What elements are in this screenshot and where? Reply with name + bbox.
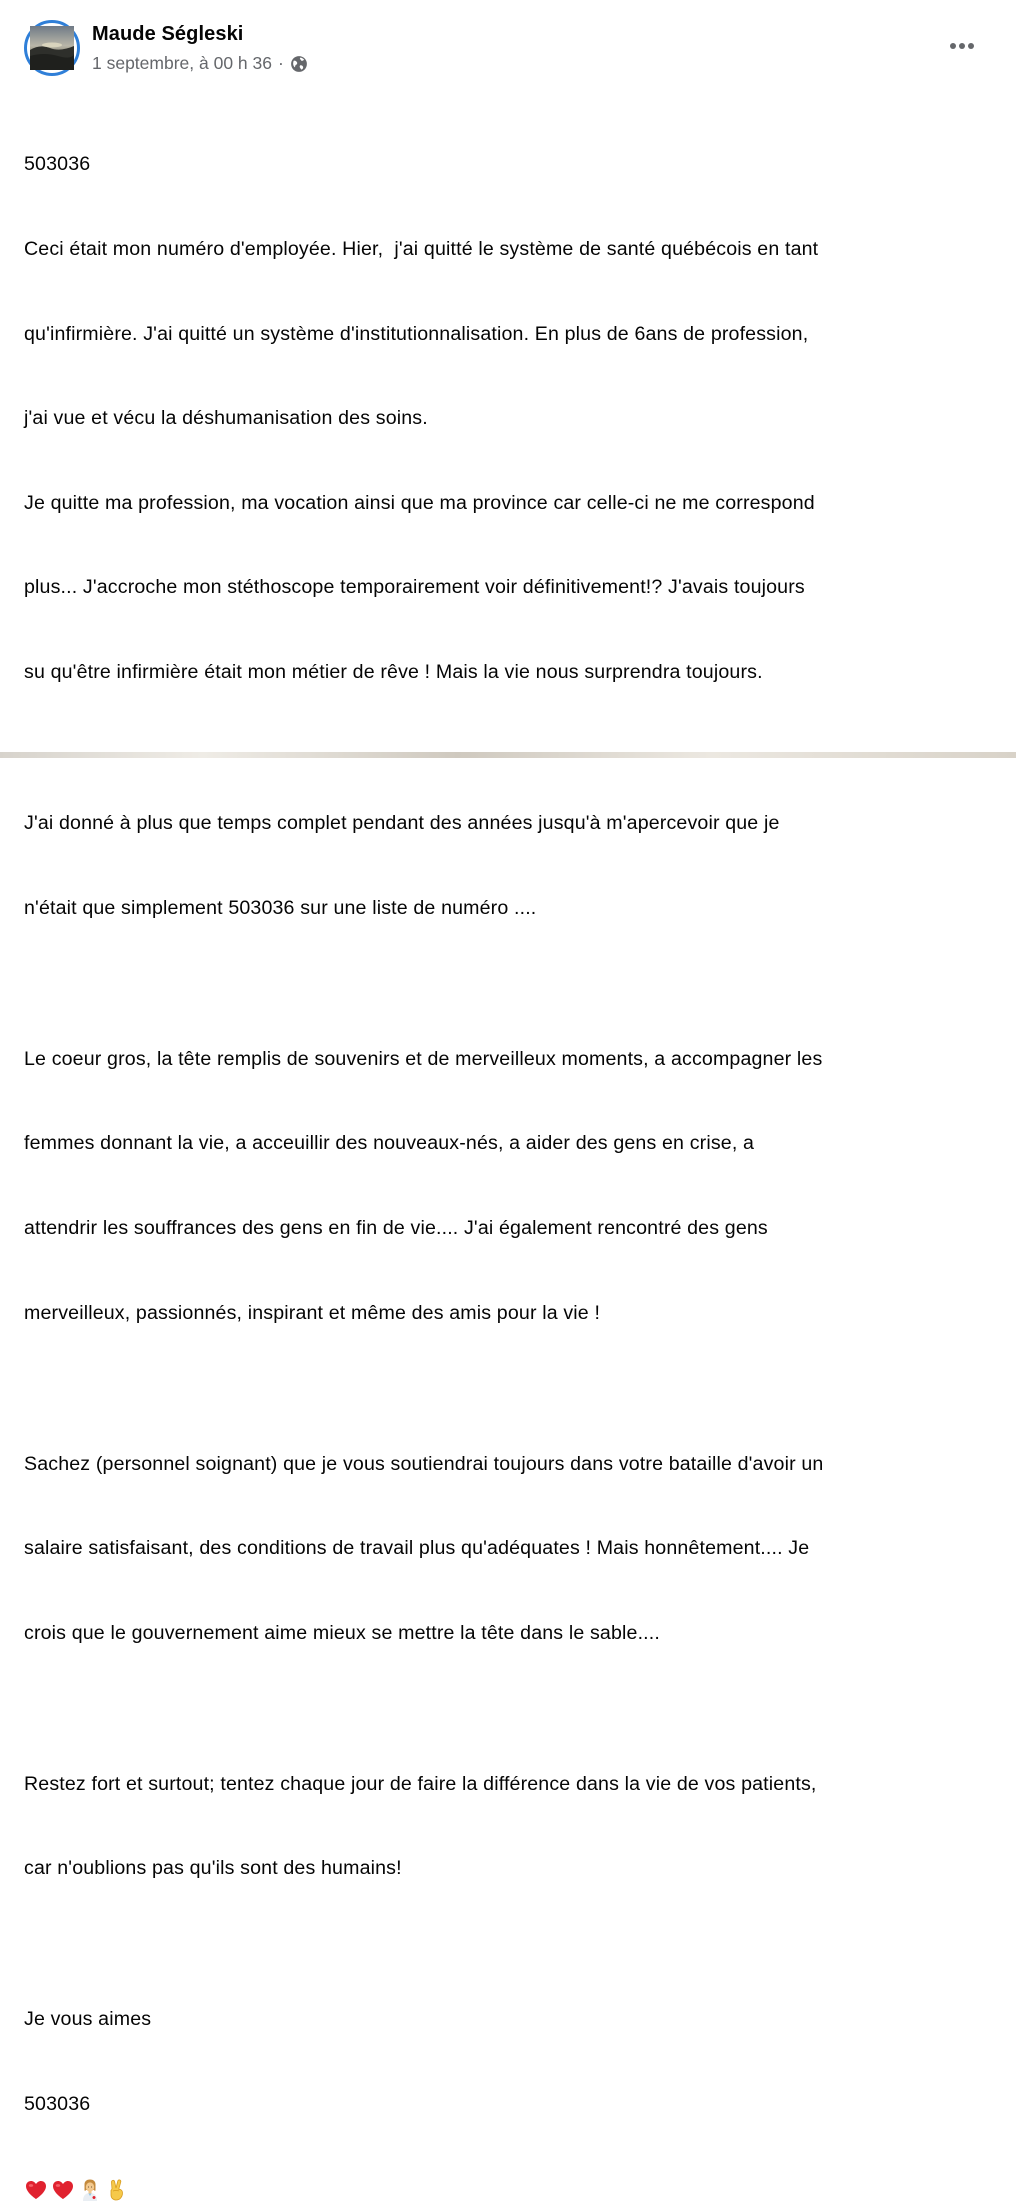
text-line: crois que le gouvernement aime mieux se mettre la tête dans le sable.... [24, 1621, 660, 1644]
text-line: su qu'être infirmière était mon métier de rêve ! Mais la vie nous surprendra toujours. [24, 661, 763, 684]
victory-hand-icon [105, 2178, 129, 2202]
text-line: j'ai vue et vécu la déshumanisation des soins. [24, 407, 428, 430]
post-card [4, 0, 1012, 2116]
more-options-button[interactable] [944, 32, 980, 60]
paragraph-3 [24, 988, 999, 1383]
text-line: car n'oublions pas qu'ils sont des humains! [24, 1857, 402, 1880]
text-line: qu'infirmière. J'ai quitté un système d'institutionnalisation. En plus de 6ans de profession, [24, 322, 809, 345]
text-line: Restez fort et surtout; tentez chaque jour de faire la différence dans la vie de vos patients, [24, 1772, 817, 1795]
author-name[interactable]: Maude Ségleski [92, 23, 244, 45]
text-line: Je vous aimes [24, 2008, 152, 2031]
post-header [20, 16, 996, 82]
text-line: Sachez (personnel soignant) que je vous soutiendrai toujours dans votre bataille d'avoir un [24, 1452, 824, 1475]
post-text [24, 94, 999, 2204]
text-line: merveilleux, passionnés, inspirant et même des amis pour la vie ! [24, 1301, 601, 1324]
paragraph-6 [24, 1949, 999, 2175]
avatar[interactable] [24, 20, 80, 76]
emoji-row [24, 2176, 999, 2204]
text-line: femmes donnant la vie, a acceuillir des nouveaux-nés, a aider des gens en crise, a [24, 1132, 755, 1155]
red-heart-icon [24, 2178, 48, 2202]
globe-icon[interactable] [290, 55, 308, 73]
post-date[interactable]: 1 septembre, à 00 h 36 [92, 53, 272, 73]
red-heart-icon [51, 2178, 75, 2202]
paragraph-2 [24, 753, 999, 979]
text-line: attendrir les souffrances des gens en fin de vie.... J'ai également rencontré des gens [24, 1216, 768, 1239]
avatar-image [30, 26, 74, 70]
more-options-icon [948, 42, 976, 50]
background-strip [0, 752, 1016, 758]
text-line: plus... J'accroche mon stéthoscope temporairement voir définitivement!? J'avais toujours [24, 576, 805, 599]
meta-separator: · [277, 53, 284, 73]
text-line: Le coeur gros, la tête remplis de souvenirs et de merveilleux moments, a accompagner les [24, 1047, 823, 1070]
paragraph-5 [24, 1713, 999, 1939]
text-line: Ceci était mon numéro d'employée. Hier, j'ai quitté le système de santé québécois en tant [24, 238, 819, 261]
health-worker-icon [78, 2178, 102, 2202]
text-line: J'ai donné à plus que temps complet pendant des années jusqu'à m'apercevoir que je [24, 812, 780, 835]
text-line: n'était que simplement 503036 sur une liste de numéro .... [24, 896, 537, 919]
text-line: 503036 [24, 153, 91, 176]
paragraph-1 [24, 94, 999, 743]
text-line: salaire satisfaisant, des conditions de travail plus qu'adéquates ! Mais honnêtement.... Je [24, 1537, 810, 1560]
paragraph-4 [24, 1393, 999, 1703]
text-line: 503036 [24, 2093, 91, 2116]
post-meta [92, 53, 308, 74]
text-line: Je quitte ma profession, ma vocation ainsi que ma province car celle-ci ne me correspond [24, 491, 815, 514]
